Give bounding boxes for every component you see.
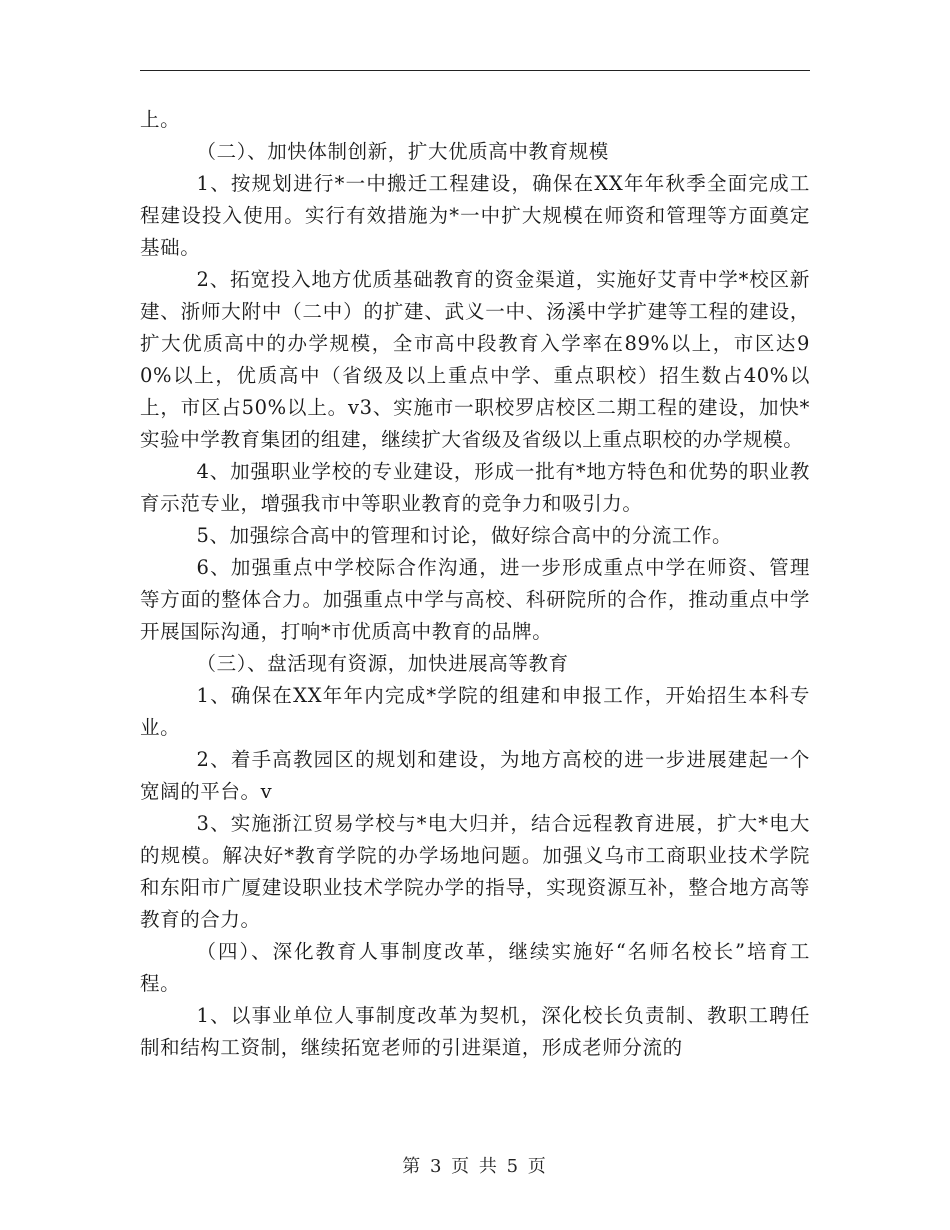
section-heading-3: （三）、盘活现有资源，加快进展高等教育 — [196, 652, 569, 675]
section-heading-4: （四）、深化教育人事制度改革，继续实施好“名师名校长”培育工程。 — [140, 940, 810, 995]
page-number-footer: 第 3 页 共 5 页 — [402, 1156, 548, 1177]
paragraph: 3、实施浙江贸易学校与*电大归并，结合远程教育进展，扩大*电大的规模。解决好*教育学院的办学场地问题。加强义乌市工商职业技术学院和东阳市广厦建设职业技术学院办学的指导，实现资源互补，整合地方高等教育的合力。 — [140, 812, 810, 931]
paragraph: 2、着手高教园区的规划和建设，为地方高校的进一步进展建起一个宽阔的平台。v — [140, 748, 810, 803]
paragraph: 1、以事业单位人事制度改革为契机，深化校长负责制、教职工聘任制和结构工资制，继续拓宽老师的引进渠道，形成老师分流的 — [140, 1004, 810, 1059]
paragraph-continuation: 上。 — [140, 108, 181, 131]
document-body — [140, 104, 810, 1064]
paragraph: 6、加强重点中学校际合作沟通，进一步形成重点中学在师资、管理等方面的整体合力。加强重点中学与高校、科研院所的合作，推动重点中学开展国际沟通，打响*市优质高中教育的品牌。 — [140, 556, 810, 643]
paragraph: 4、加强职业学校的专业建设，形成一批有*地方特色和优势的职业教育示范专业，增强我市中等职业教育的竞争力和吸引力。 — [140, 460, 810, 515]
section-heading-2: （二）、加快体制创新，扩大优质高中教育规模 — [196, 140, 609, 163]
paragraph: 1、按规划进行*一中搬迁工程建设，确保在XX年年秋季全面完成工程建设投入使用。实行有效措施为*一中扩大规模在师资和管理等方面奠定基础。 — [140, 172, 810, 259]
paragraph: 5、加强综合高中的管理和讨论，做好综合高中的分流工作。 — [196, 524, 733, 547]
header-rule — [140, 70, 810, 71]
paragraph: 1、确保在XX年年内完成*学院的组建和申报工作，开始招生本科专业。 — [140, 684, 810, 739]
paragraph: 2、拓宽投入地方优质基础教育的资金渠道，实施好艾青中学*校区新建、浙师大附中（二中）的扩建、武义一中、汤溪中学扩建等工程的建设，扩大优质高中的办学规模，全市高中段教育入学率在89%以上，市区达90%以上，优质高中（省级及以上重点中学、重点职校）招生数占40%以上，市区占50%以上。v3、实施市一职校罗店校区二期工程的建设，加快*实验中学教育集团的组建，继续扩大省级及省级以上重点职校的办学规模。 — [140, 268, 810, 451]
